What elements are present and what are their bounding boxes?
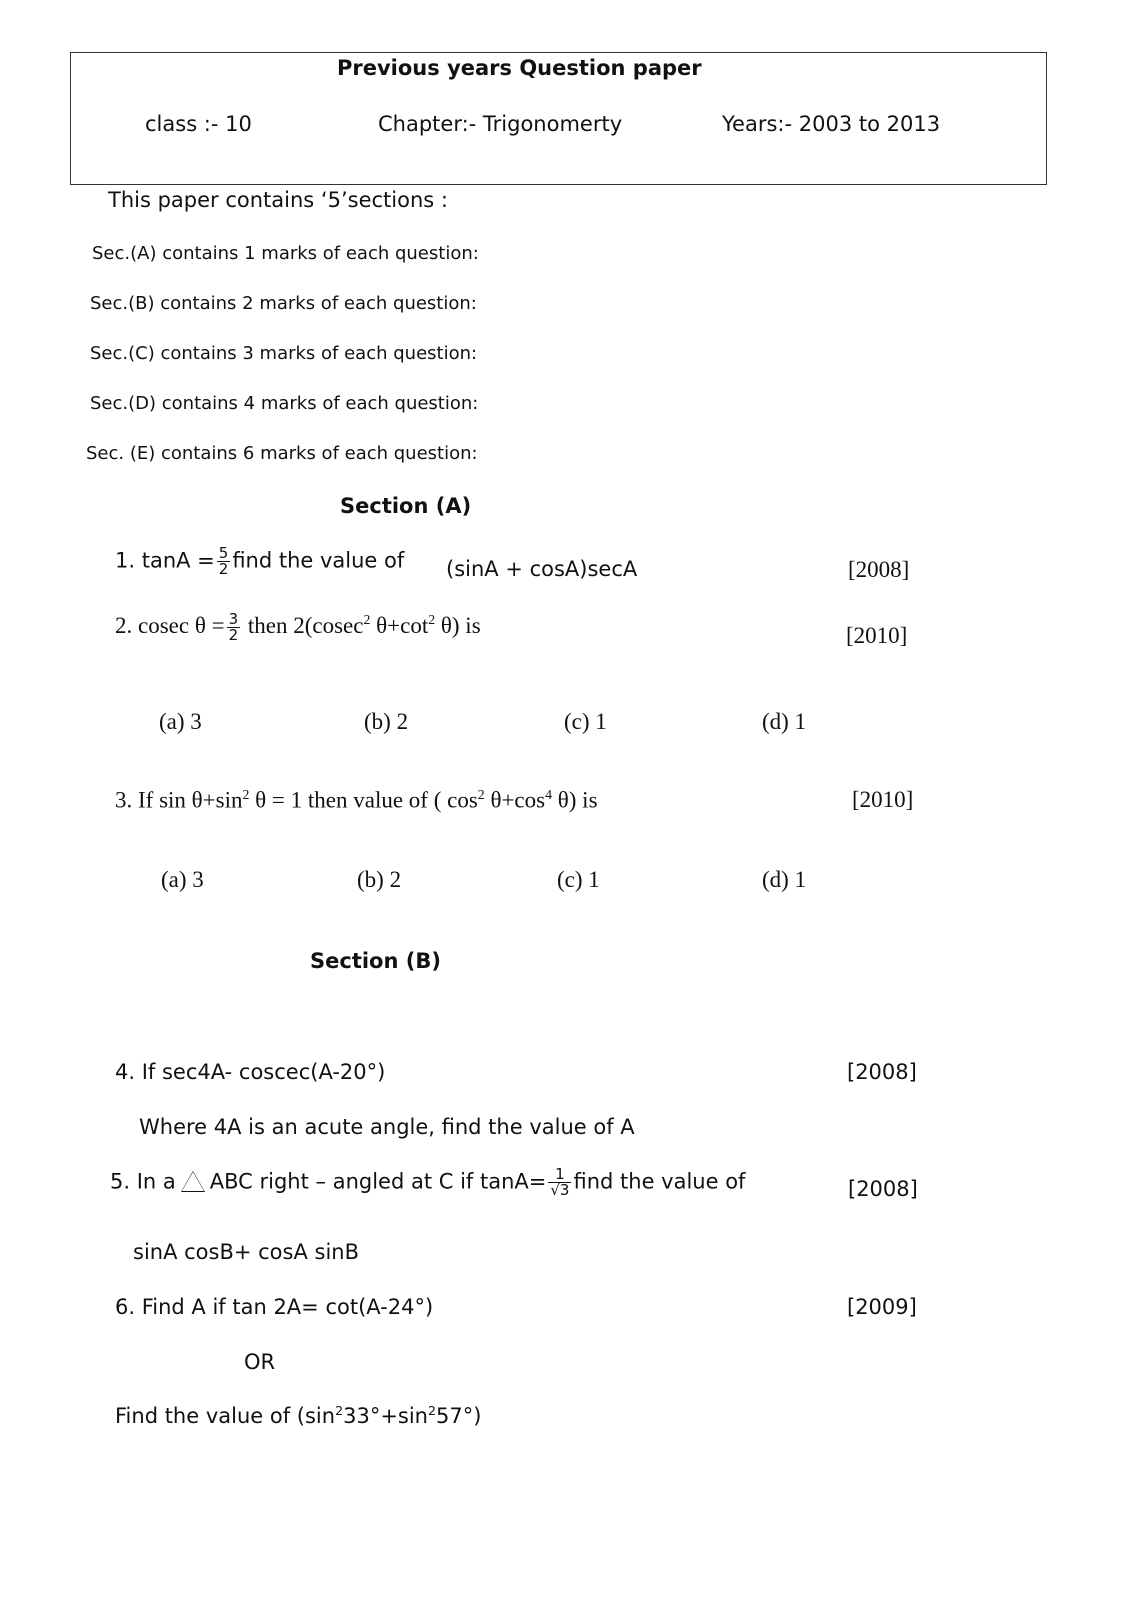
question-5	[110, 1167, 745, 1198]
q1-expression: (sinA + cosA)secA	[446, 557, 638, 581]
q5-year: [2008]	[848, 1177, 918, 1201]
q1-prefix: 1. tanA =	[115, 548, 215, 573]
q2-text-a: then 2(cosec	[242, 612, 364, 638]
q1-text: find the value of	[232, 548, 405, 573]
q6-text-c: 57°)	[436, 1404, 482, 1428]
q3-text-b: θ = 1 then value of ( cos	[249, 787, 478, 813]
chapter-label: Chapter:- Trigonomerty	[378, 112, 623, 136]
q1-denominator: 2	[218, 560, 229, 578]
q3-option-b: (b) 2	[357, 867, 402, 892]
q2-sup-2: 2	[428, 612, 436, 628]
q5-text-a: ABC right – angled at C if tanA=	[209, 1169, 547, 1194]
q2-fraction	[227, 612, 241, 643]
paper-title: Previous years Question paper	[337, 56, 702, 80]
q2-numerator: 3	[228, 610, 239, 628]
q2-option-d: (d) 1	[762, 709, 807, 734]
question-2	[115, 612, 481, 643]
section-d-desc: Sec.(D) contains 4 marks of each question:	[90, 393, 479, 414]
section-e-desc: Sec. (E) contains 6 marks of each question:	[86, 443, 478, 464]
question-3	[115, 787, 598, 814]
sections-intro: This paper contains ‘5’sections :	[108, 188, 448, 212]
q3-text-a: 3. If sin θ+sin	[115, 787, 243, 813]
q3-year: [2010]	[852, 787, 914, 812]
section-c-desc: Sec.(C) contains 3 marks of each question:	[90, 343, 478, 364]
q2-option-a: (a) 3	[159, 709, 202, 734]
q3-option-c: (c) 1	[557, 867, 600, 892]
q2-prefix: 2. cosec θ =	[115, 612, 225, 638]
q3-option-d: (d) 1	[762, 867, 807, 892]
q2-text-b: θ+cot	[370, 612, 429, 638]
q1-year: [2008]	[848, 557, 910, 582]
q3-sup-2: 2	[477, 787, 485, 802]
q3-sup-3: 4	[545, 787, 552, 802]
question-1	[115, 546, 404, 577]
q3-sup-1: 2	[242, 787, 250, 802]
q6-line-2	[115, 1403, 481, 1428]
q2-option-c: (c) 1	[564, 709, 607, 734]
q6-sup-2: 2	[428, 1403, 437, 1418]
q5-numerator: 1	[555, 1165, 565, 1183]
q4-line-1: 4. If sec4A- coscec(A-20°)	[115, 1060, 386, 1084]
q6-line-1: 6. Find A if tan 2A= cot(A-24°)	[115, 1295, 434, 1319]
q2-text-c: θ) is	[435, 612, 481, 638]
q3-option-a: (a) 3	[161, 867, 204, 892]
q5-fraction	[548, 1167, 571, 1198]
q4-year: [2008]	[847, 1060, 917, 1084]
q6-year: [2009]	[847, 1295, 917, 1319]
q3-text-c: θ+cos	[484, 787, 546, 813]
years-label: Years:- 2003 to 2013	[722, 112, 941, 136]
triangle-icon	[176, 1170, 210, 1194]
q2-year: [2010]	[846, 623, 908, 648]
q6-text-b: 33°+sin	[343, 1404, 428, 1428]
q4-line-2: Where 4A is an acute angle, find the value of A	[139, 1115, 635, 1139]
q5-text-b: find the value of	[573, 1169, 746, 1194]
q1-fraction	[217, 546, 231, 577]
section-b-heading: Section (B)	[310, 949, 441, 973]
q5-denominator: √3	[550, 1181, 570, 1199]
q3-text-d: θ) is	[552, 787, 598, 813]
section-a-desc: Sec.(A) contains 1 marks of each question:	[92, 243, 479, 264]
q6-sup-1: 2	[335, 1403, 344, 1418]
q1-numerator: 5	[218, 544, 229, 562]
q6-or: OR	[244, 1350, 276, 1374]
q5-prefix: 5. In a	[110, 1169, 176, 1194]
q2-sup-1: 2	[363, 612, 371, 628]
q5-line-2: sinA cosB+ cosA sinB	[133, 1240, 360, 1264]
section-a-heading: Section (A)	[340, 494, 472, 518]
q2-option-b: (b) 2	[364, 709, 409, 734]
q2-denominator: 2	[228, 626, 239, 644]
q6-text-a: Find the value of (sin	[115, 1404, 336, 1428]
section-b-desc: Sec.(B) contains 2 marks of each question:	[90, 293, 477, 314]
class-label: class :- 10	[145, 112, 252, 136]
